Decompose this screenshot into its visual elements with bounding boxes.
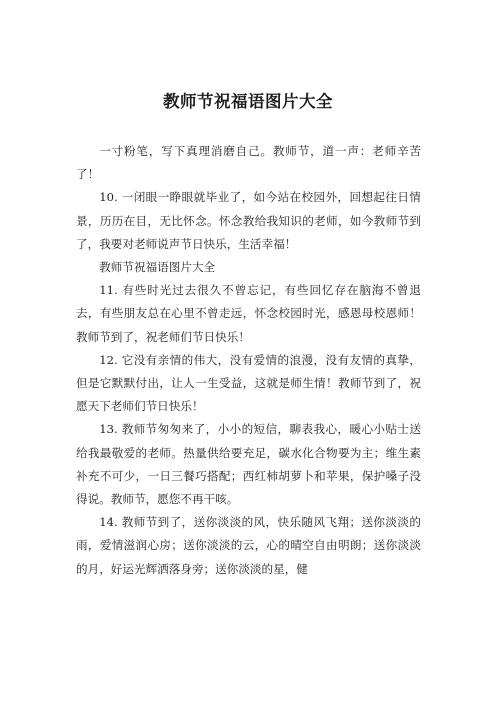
paragraph: 12. 它没有亲情的伟大，没有爱情的浪漫，没有友情的真挚，但是它默默付出，让人一生受益，这就是师生情！教师节到了，祝愿天下老师们节日快乐！	[76, 352, 421, 414]
paragraph: 11. 有些时光过去很久不曾忘记，有些回忆存在脑海不曾退去，有些朋友总在心里不曾走远，怀念校园时光，感恩母校恩师！教师节到了，祝老师们节日快乐！	[76, 283, 421, 344]
section-heading: 教师节祝福语图片大全	[99, 260, 216, 275]
paragraph: 13. 教师节匆匆来了，小小的短信，聊表我心，暖心小贴士送给我最敬爱的老师。热量供给要充足，碳水化合物要为主；维生素补充不可少，一日三餐巧搭配；西红柿胡萝卜和苹果，保护嗓子没得说。教师节，愿您不再干咳。	[76, 422, 421, 507]
document-title: 教师节祝福语图片大全	[163, 92, 333, 111]
document-body	[76, 140, 421, 581]
paragraph: 14. 教师节到了，送你淡淡的风，快乐随风飞翔；送你淡淡的雨，爱情滋润心房；送你淡淡的云，心的晴空自由明朗；送你淡淡的月，好运光辉洒落身旁；送你淡淡的星，健	[76, 515, 421, 576]
paragraph: 一寸粉笔，写下真理消磨自己。教师节，道一声：老师辛苦了！	[76, 144, 421, 182]
paragraph: 10. 一闭眼一睁眼就毕业了，如今站在校园外，回想起往日情景，历历在目，无比怀念。怀念教给我知识的老师，如今教师节到了，我要对老师说声节日快乐，生活幸福！	[76, 190, 421, 251]
